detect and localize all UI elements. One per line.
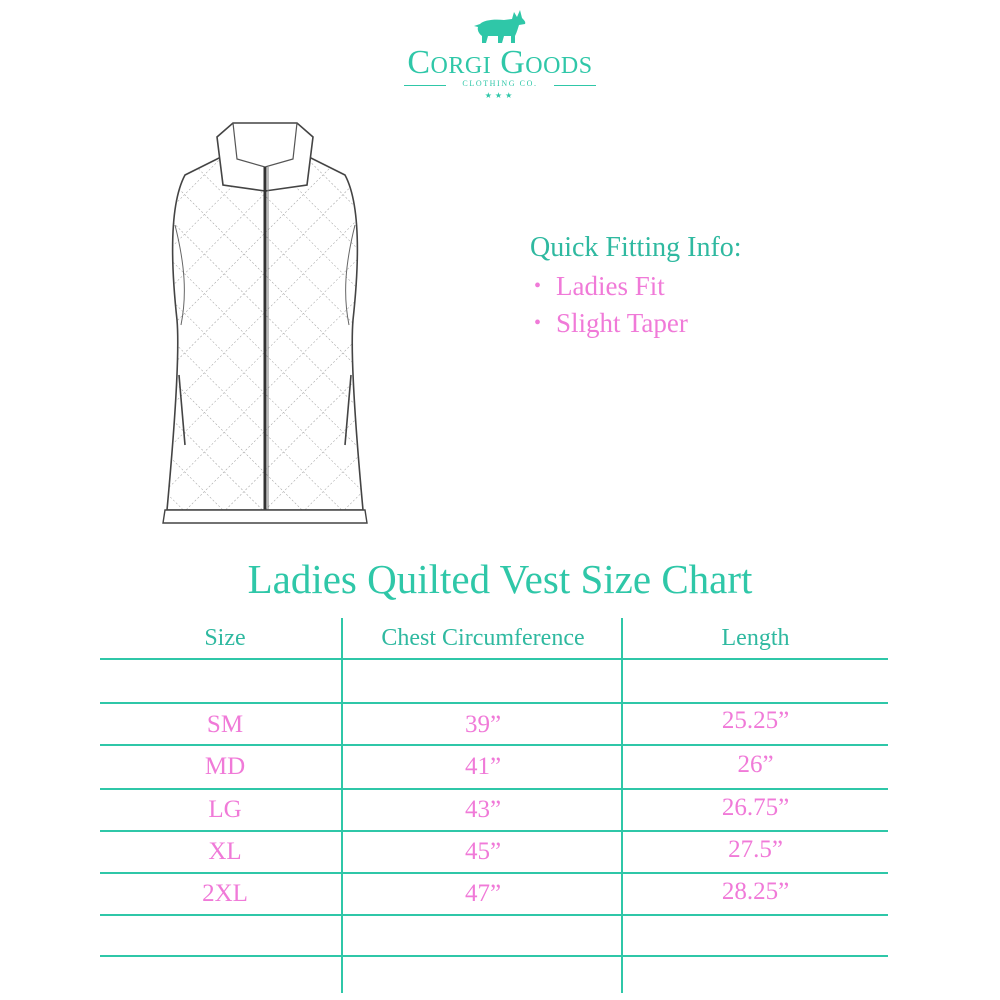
size-cell: XL <box>208 838 242 865</box>
column-header-length: Length <box>721 625 790 651</box>
chest-cell: 43” <box>464 796 502 823</box>
row-divider <box>100 658 888 660</box>
list-item-label: Ladies Fit <box>556 271 665 301</box>
list-item <box>530 268 742 305</box>
brand-subtitle: CLOTHING CO. <box>462 79 538 88</box>
length-cell: 26.75” <box>721 794 790 821</box>
row-divider <box>100 830 888 832</box>
chest-cell: 47” <box>464 880 502 907</box>
column-header-chest: Chest Circumference <box>381 625 585 651</box>
length-cell: 26” <box>737 751 774 778</box>
brand-name: Corgi Goods <box>407 44 593 81</box>
size-cell: SM <box>206 711 244 738</box>
length-cell: 27.5” <box>728 836 783 863</box>
divider <box>554 85 596 86</box>
bullet-icon: • <box>534 275 542 297</box>
size-chart-table <box>100 618 888 993</box>
info-title: Quick Fitting Info: <box>530 232 742 263</box>
list-item-label: Slight Taper <box>556 308 688 338</box>
size-cell: MD <box>204 753 246 780</box>
row-divider <box>100 955 888 957</box>
size-cell: 2XL <box>202 880 248 907</box>
row-divider <box>100 872 888 874</box>
length-cell: 28.25” <box>721 878 790 905</box>
brand-logo <box>380 0 620 110</box>
brand-stars: ★★★ <box>484 91 516 100</box>
chest-cell: 45” <box>464 838 502 865</box>
bullet-icon: • <box>534 312 542 334</box>
chest-cell: 39” <box>464 711 502 738</box>
chest-cell: 41” <box>464 753 502 780</box>
brand-subtitle-row <box>400 79 600 91</box>
row-divider <box>100 788 888 790</box>
quilted-vest-drawing <box>145 115 385 535</box>
quick-fitting-info <box>530 228 742 342</box>
column-header-size: Size <box>204 625 246 651</box>
size-cell: LG <box>208 796 242 823</box>
page-title: Ladies Quilted Vest Size Chart <box>247 556 753 602</box>
row-divider <box>100 744 888 746</box>
list-item <box>530 305 742 342</box>
row-divider <box>100 702 888 704</box>
info-list <box>530 268 742 342</box>
row-divider <box>100 914 888 916</box>
corgi-dog-icon <box>474 6 528 46</box>
length-cell: 25.25” <box>721 707 790 734</box>
